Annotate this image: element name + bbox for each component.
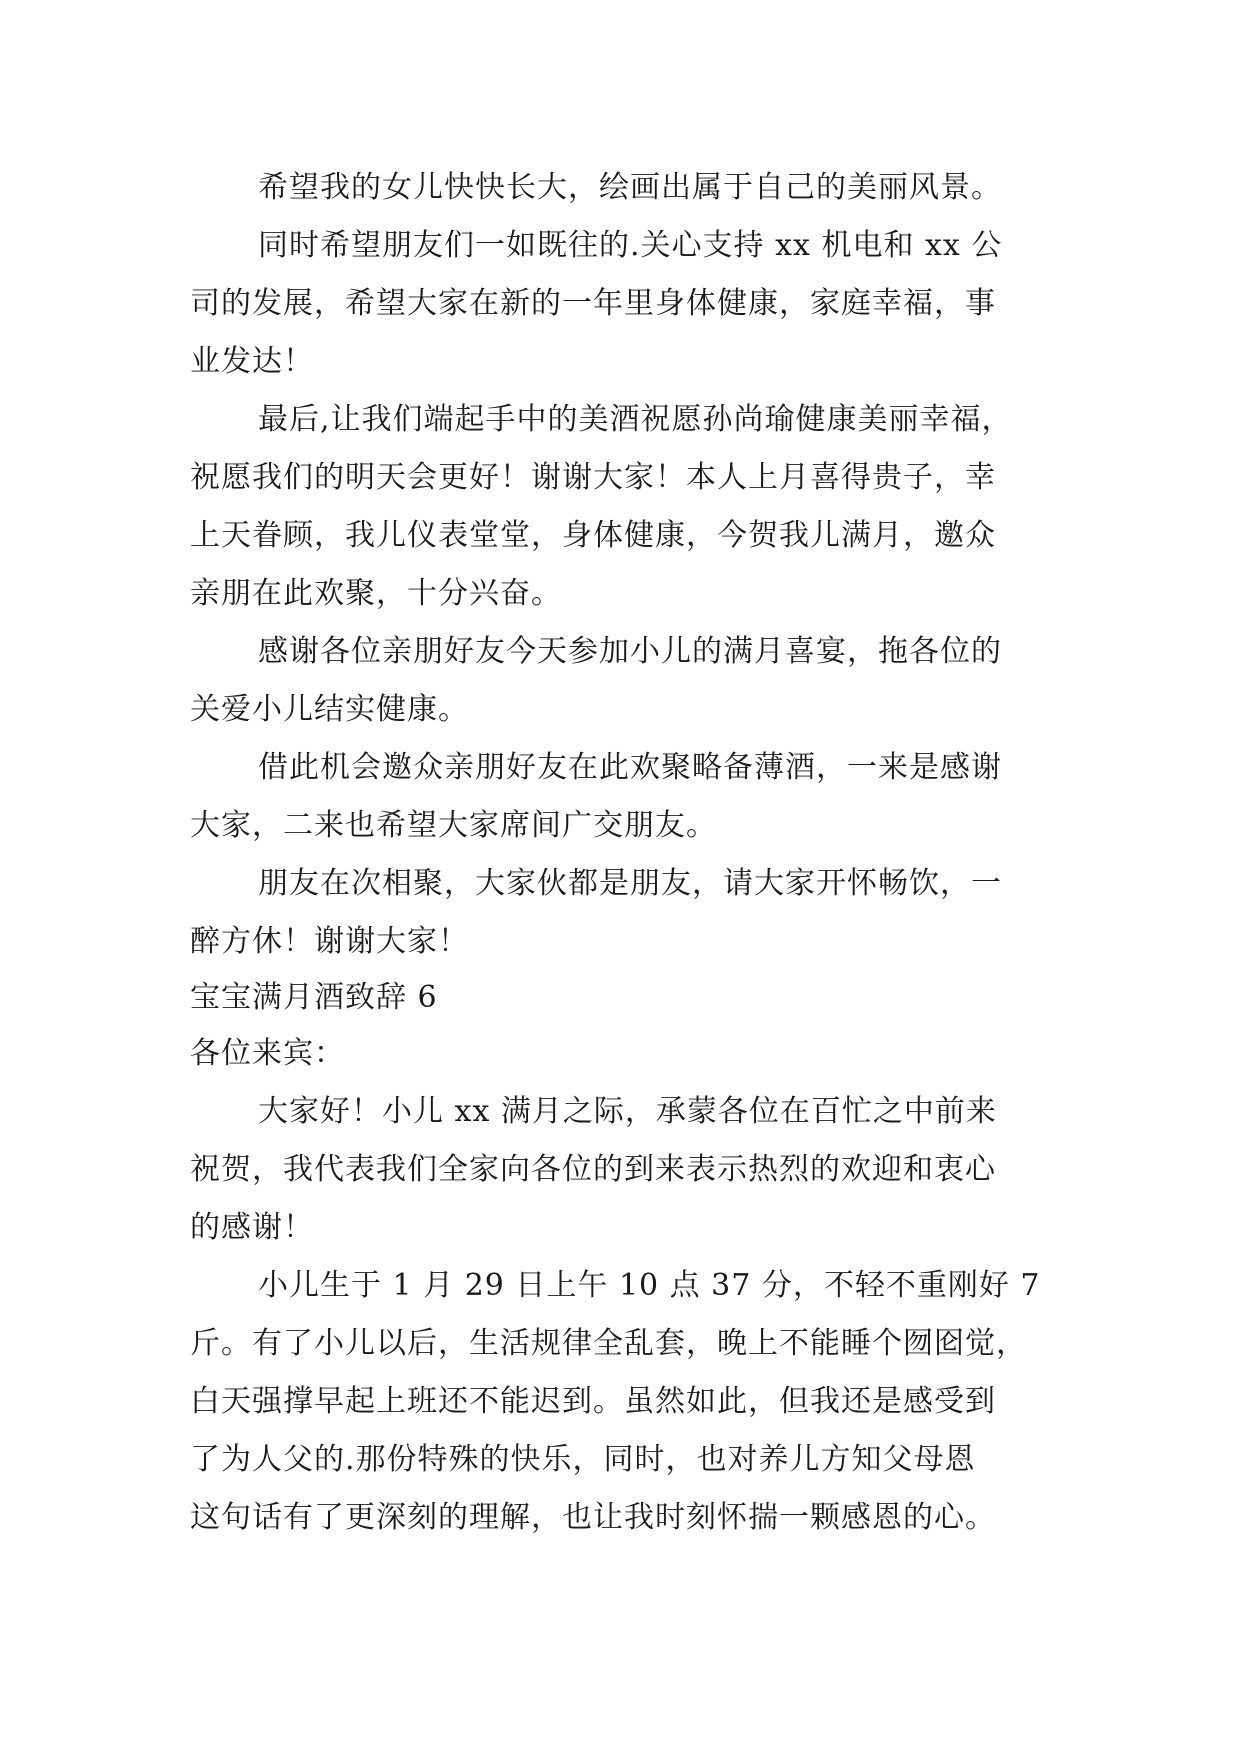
text-line: 这句话有了更深刻的理解，也让我时刻怀揣一颗感恩的心。 — [190, 1500, 996, 1535]
text-line: 上天眷顾，我儿仪表堂堂，身体健康，今贺我儿满月，邀众 — [190, 518, 996, 553]
text-line: 感谢各位亲朋好友今天参加小儿的满月喜宴，拖各位的 — [258, 634, 1002, 669]
text-line: 关爱小儿结实健康。 — [190, 692, 469, 727]
text-line: 借此机会邀众亲朋好友在此欢聚略备薄酒，一来是感谢 — [258, 750, 1002, 785]
text-line: 司的发展，希望大家在新的一年里身体健康，家庭幸福，事 — [190, 286, 996, 321]
text-line: 祝愿我们的明天会更好！谢谢大家！本人上月喜得贵子，幸 — [190, 460, 996, 495]
text-line: 亲朋在此欢聚，十分兴奋。 — [190, 576, 562, 611]
text-line: 醉方休！谢谢大家！ — [190, 924, 469, 959]
text-line: 了为人父的.那份特殊的快乐，同时，也对养儿方知父母恩 — [190, 1442, 976, 1477]
text-line: 朋友在次相聚，大家伙都是朋友，请大家开怀畅饮，一 — [258, 866, 1002, 901]
text-line: 最后,让我们端起手中的美酒祝愿孙尚瑜健康美丽幸福， — [258, 402, 1013, 437]
text-line: 同时希望朋友们一如既往的.关心支持 xx 机电和 xx 公 — [258, 228, 1003, 263]
text-line: 业发达！ — [190, 344, 314, 379]
text-line: 小儿生于 1 月 29 日上午 10 点 37 分，不轻不重刚好 7 — [258, 1268, 1041, 1303]
text-line: 斤。有了小儿以后，生活规律全乱套，晚上不能睡个囫囵觉， — [190, 1326, 1027, 1361]
text-line: 大家好！小儿 xx 满月之际，承蒙各位在百忙之中前来 — [258, 1094, 997, 1129]
text-line: 祝贺，我代表我们全家向各位的到来表示热烈的欢迎和衷心 — [190, 1152, 996, 1187]
text-line: 大家，二来也希望大家席间广交朋友。 — [190, 808, 717, 843]
text-line: 白天强撑早起上班还不能迟到。虽然如此，但我还是感受到 — [190, 1384, 996, 1419]
section-heading: 宝宝满月酒致辞 6 — [190, 980, 438, 1015]
salutation: 各位来宾： — [190, 1036, 345, 1071]
text-line: 的感谢！ — [190, 1210, 314, 1245]
text-line: 希望我的女儿快快长大，绘画出属于自己的美丽风景。 — [258, 170, 1002, 205]
